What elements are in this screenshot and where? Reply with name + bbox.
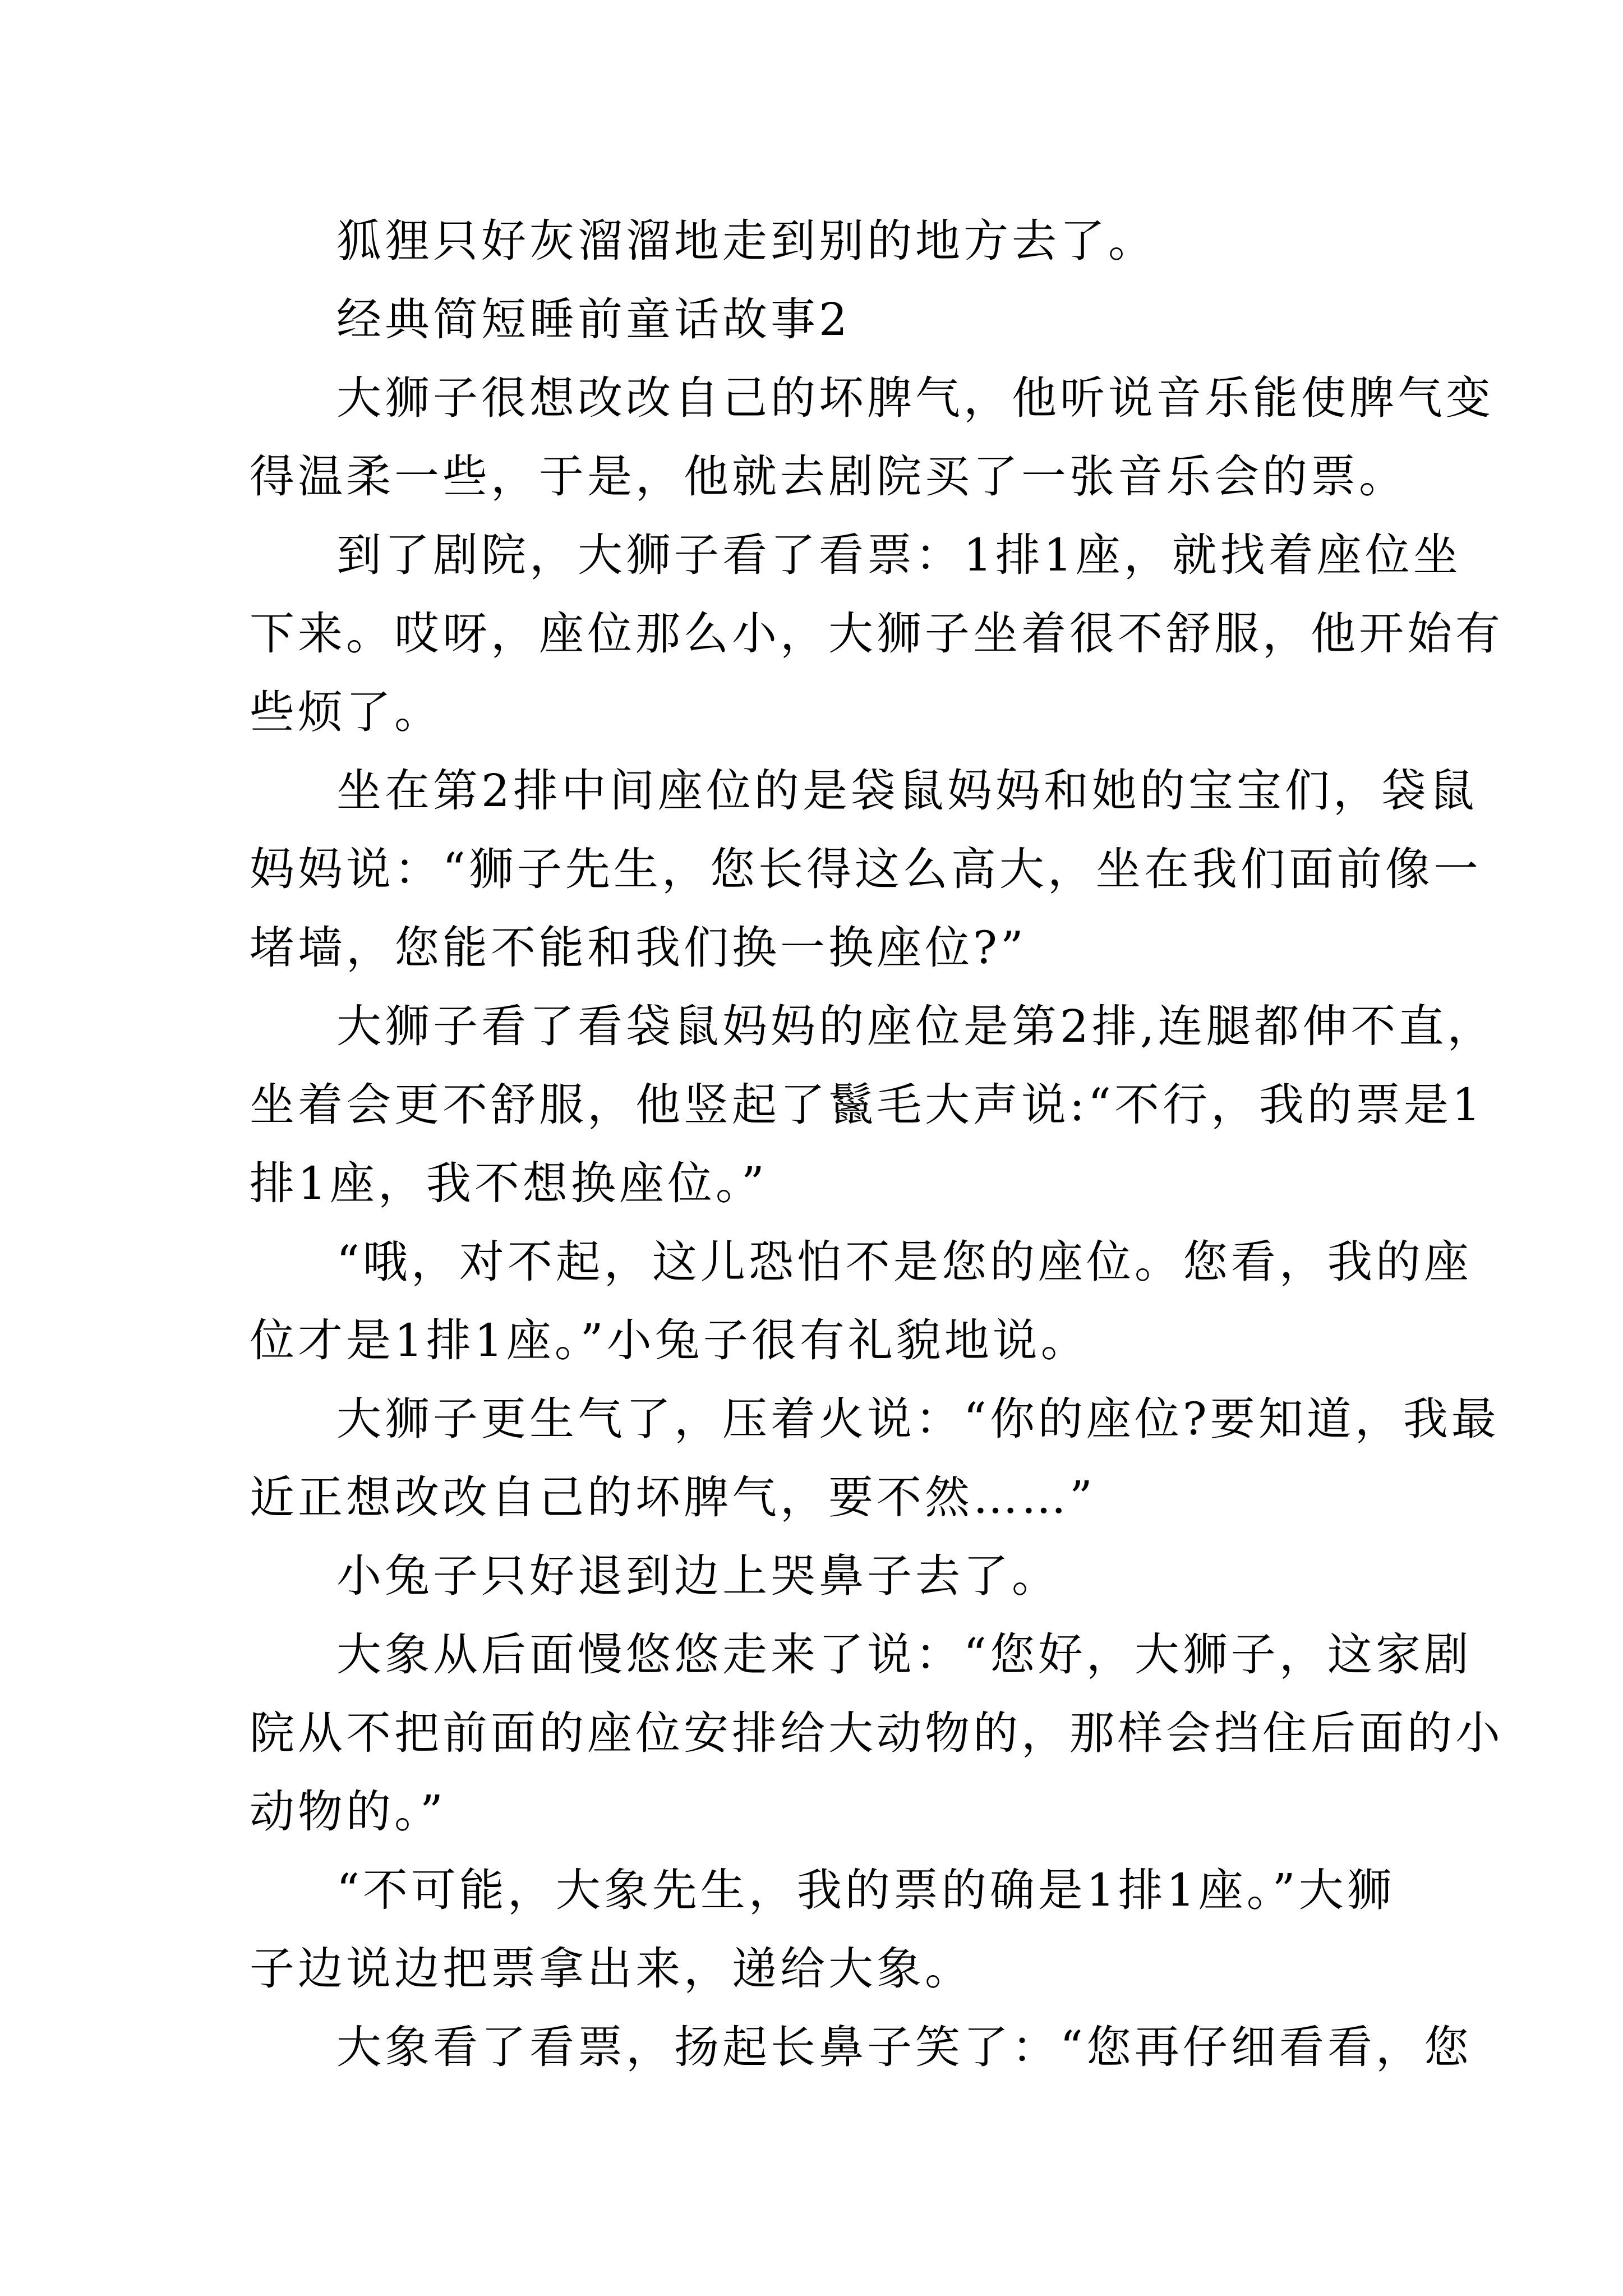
text-line: 些烦了。 <box>250 686 442 738</box>
text-line: 到了剧院，大狮子看了看票：1排1座，就找着座位坐 <box>336 529 1461 581</box>
text-line: 小兔子只好退到边上哭鼻子去了。 <box>336 1550 1060 1602</box>
text-line: 近正想改改自己的坏脾气，要不然……” <box>250 1471 1096 1524</box>
text-line: 大狮子很想改改自己的坏脾气，他听说音乐能使脾气变 <box>336 372 1494 424</box>
text-line: 位才是1排1座。”小兔子很有礼貌地说。 <box>250 1314 1089 1366</box>
section-heading: 经典简短睡前童话故事2 <box>336 293 851 346</box>
text-line: 大狮子看了看袋鼠妈妈的座位是第2排,连腿都伸不直， <box>336 1000 1496 1052</box>
text-line: 妈妈说：“狮子先生，您长得这么高大，坐在我们面前像一 <box>250 843 1482 895</box>
text-line: 坐在第2排中间座位的是袋鼠妈妈和她的宝宝们，袋鼠 <box>336 765 1478 817</box>
text-line: 坐着会更不舒服，他竖起了鬣毛大声说:“不行，我的票是1 <box>250 1079 1484 1131</box>
text-line: 得温柔一些，于是，他就去剧院买了一张音乐会的票。 <box>250 450 1407 503</box>
text-line: 堵墙，您能不能和我们换一换座位?” <box>250 922 1027 974</box>
text-line: “哦，对不起，这儿恐怕不是您的座位。您看，我的座 <box>336 1236 1472 1288</box>
text-line: 子边说边把票拿出来，递给大象。 <box>250 1943 973 1995</box>
text-line: 大象从后面慢悠悠走来了说：“您好，大狮子，这家剧 <box>336 1628 1472 1681</box>
text-line: 动物的。” <box>250 1786 446 1838</box>
text-line: 狐狸只好灰溜溜地走到别的地方去了。 <box>336 215 1156 267</box>
text-line: “不可能，大象先生，我的票的确是1排1座。”大狮 <box>336 1864 1395 1916</box>
text-line: 排1座，我不想换座位。” <box>250 1157 768 1209</box>
text-line: 大象看了看票，扬起长鼻子笑了：“您再仔细看看，您 <box>336 2021 1472 2073</box>
text-line: 下来。哎呀，座位那么小，大狮子坐着很不舒服，他开始有 <box>250 608 1504 660</box>
text-line: 大狮子更生气了，压着火说：“你的座位?要知道，我最 <box>336 1393 1500 1445</box>
text-line: 院从不把前面的座位安排给大动物的，那样会挡住后面的小 <box>250 1707 1504 1759</box>
